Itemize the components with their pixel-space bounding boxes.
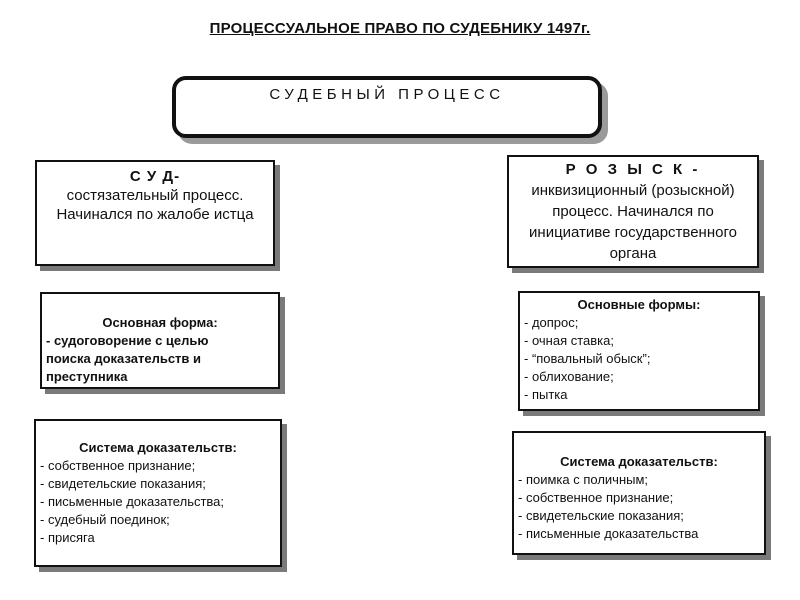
main-form-line: - судоговорение с целью (46, 333, 209, 348)
main-form-line: преступника (46, 369, 128, 384)
main-forms-box (518, 291, 760, 411)
list-item: - собственное признание; (518, 490, 674, 505)
list-item: - поимка с поличным; (518, 472, 649, 487)
list-item: - “повальный обыск”; (524, 351, 651, 366)
rozysk-line-3: инициативе государственного (529, 224, 737, 241)
rozysk-line-4: органа (609, 245, 657, 262)
sud-line-2: Начинался по жалобе истца (56, 206, 254, 223)
list-item: - собственное признание; (40, 458, 196, 473)
list-item: - очная ставка; (524, 333, 614, 348)
main-form-box (40, 292, 280, 389)
evidence-system-sud-box (34, 419, 282, 567)
sud-box (35, 160, 275, 266)
list-item: - пытка (524, 387, 568, 402)
evidence-system-heading: Система доказательств: (79, 440, 237, 455)
list-item: - письменные доказательства (518, 526, 699, 541)
rozysk-box (507, 155, 759, 268)
list-item: - присяга (40, 530, 95, 545)
main-form-heading: Основная форма: (102, 315, 218, 330)
page-title: ПРОЦЕССУАЛЬНОЕ ПРАВО ПО СУДЕБНИКУ 1497г. (209, 20, 591, 37)
list-item: - свидетельские показания; (40, 476, 206, 491)
list-item: - письменные доказательства; (40, 494, 225, 509)
rozysk-line-1: инквизиционный (розыскной) (531, 182, 735, 199)
main-forms-heading: Основные формы: (577, 297, 701, 312)
main-form-line: поиска доказательств и (46, 351, 202, 366)
judicial-process-label: СУДЕБНЫЙ ПРОЦЕСС (269, 86, 505, 103)
sud-heading: С У Д- (129, 168, 181, 185)
list-item: - судебный поединок; (40, 512, 170, 527)
evidence-system-heading: Система доказательств: (560, 454, 718, 469)
list-item: - допрос; (524, 315, 579, 330)
judicial-process-box (172, 76, 602, 138)
evidence-system-rozysk-box (512, 431, 766, 555)
sud-line-1: состязательный процесс. (66, 187, 244, 204)
list-item: - облихование; (524, 369, 614, 384)
list-item: - свидетельские показания; (518, 508, 684, 523)
rozysk-line-2: процесс. Начинался по (552, 203, 714, 220)
rozysk-heading: Р О З Ы С К - (565, 161, 701, 178)
